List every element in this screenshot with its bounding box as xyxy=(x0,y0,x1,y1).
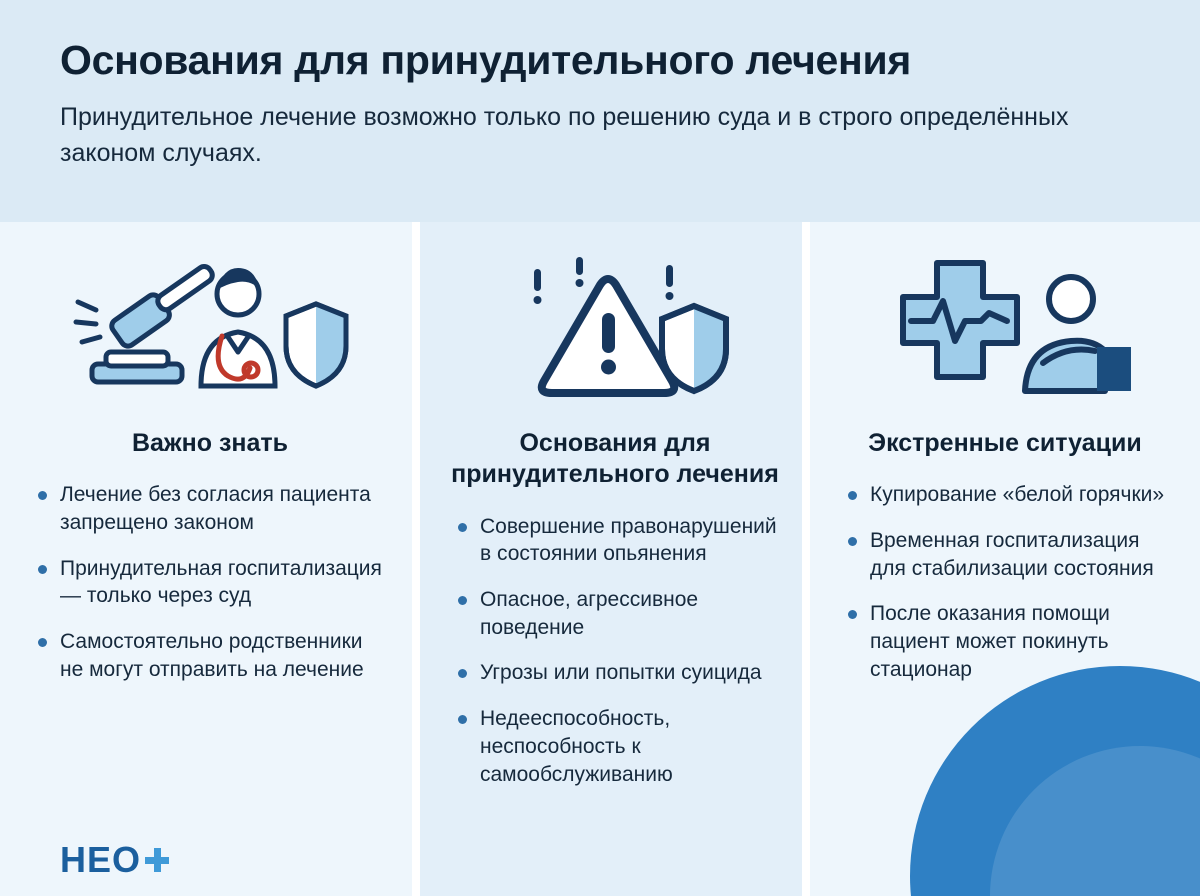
plus-icon xyxy=(145,848,169,872)
list-item: После оказания помощи пациент может покинуть стационар xyxy=(844,600,1170,683)
column-title: Важно знать xyxy=(131,429,289,457)
list-item: Опасное, агрессивное поведение xyxy=(454,586,780,641)
warning-triangle-shield-icon xyxy=(450,250,780,420)
logo xyxy=(60,839,169,880)
list-item: Угрозы или попытки суицида xyxy=(454,659,780,687)
column-title: Основания для принудительного лечения xyxy=(451,429,779,489)
column-grounds-for-treatment xyxy=(420,222,810,896)
page-title: Основания для принудительного лечения xyxy=(60,37,912,83)
bullet-list xyxy=(450,513,780,789)
logo-text: НЕО xyxy=(60,839,142,880)
list-item: Совершение правонарушений в состоянии опьянения xyxy=(454,513,780,568)
list-item: Недееспособность, неспособность к самообслуживанию xyxy=(454,705,780,788)
list-item: Лечение без согласия пациента запрещено законом xyxy=(34,481,390,536)
page-subtitle: Принудительное лечение возможно только по решению суда и в строго определённых законом случаях. xyxy=(60,103,1069,168)
gavel-doctor-shield-icon xyxy=(30,250,390,420)
list-item: Купирование «белой горячки» xyxy=(844,481,1170,509)
list-item: Временная госпитализация для стабилизации состояния xyxy=(844,527,1170,582)
column-important-to-know xyxy=(0,222,420,896)
bullet-list xyxy=(840,481,1170,683)
header xyxy=(0,0,1200,222)
column-divider xyxy=(802,222,810,896)
list-item: Принудительная госпитализация — только через суд xyxy=(34,555,390,610)
column-title: Экстренные ситуации xyxy=(868,429,1142,457)
medical-cross-patient-icon xyxy=(840,250,1170,420)
column-divider xyxy=(412,222,420,896)
list-item: Самостоятельно родственники не могут отправить на лечение xyxy=(34,628,390,683)
bullet-list xyxy=(30,481,390,683)
